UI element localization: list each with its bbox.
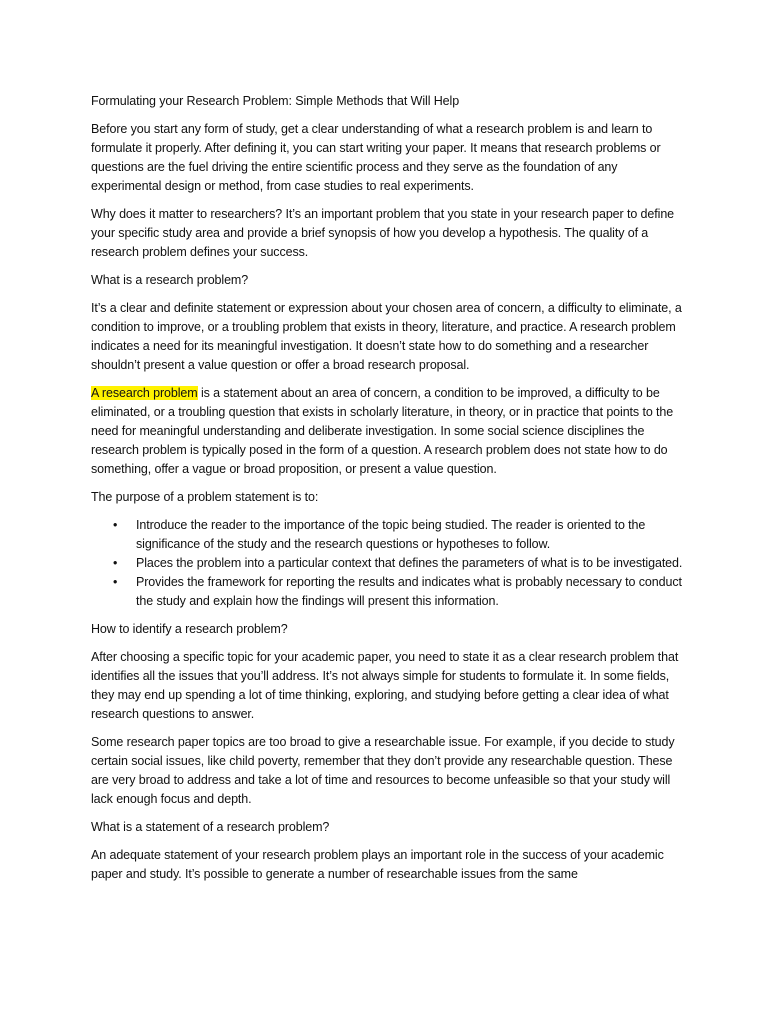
list-item-text: Places the problem into a particular context that defines the parameters of what is to be investigated. bbox=[136, 556, 683, 570]
heading-how-to-identify: How to identify a research problem? bbox=[91, 622, 288, 636]
list-item bbox=[91, 516, 683, 554]
identify-paragraph-2: Some research paper topics are too broad to give a researchable issue. For example, if you decide to study certain social issues, like child poverty, remember that they don’t provide any researchable question. These are very broad to address and take a lot of time and resources to become unfeasible so that your study will lack enough focus and depth. bbox=[91, 735, 675, 806]
list-item bbox=[91, 554, 683, 573]
definition-paragraph-2-text: is a statement about an area of concern, a condition to be improved, a difficulty to be eliminated, or a troubling question that exists in scholarly literature, in theory, or in practice that points to the need for meaningful understanding and deliberate investigation. In some social science disciplines the research problem is typically posed in the form of a question. A research problem does not state how to do something, offer a vague or broad proposition, or present a value question. bbox=[91, 386, 674, 476]
definition-paragraph-1: It’s a clear and definite statement or expression about your chosen area of concern, a difficulty to eliminate, a condition to improve, or a troubling problem that exists in theory, literature, and practice. A research problem indicates a need for its meaningful investigation. It doesn’t state how to do something and a researcher shouldn’t present a value question or offer a broad research proposal. bbox=[91, 301, 682, 372]
bullet-icon: • bbox=[113, 518, 118, 532]
list-item-text: Introduce the reader to the importance of the topic being studied. The reader is oriented to the significance of the study and the research questions or hypotheses to follow. bbox=[136, 518, 646, 551]
bullet-icon: • bbox=[113, 575, 118, 589]
statement-paragraph-1: An adequate statement of your research problem plays an important role in the success of your academic paper and study. It’s possible to generate a number of researchable issues from the same bbox=[91, 848, 664, 881]
definition-paragraph-2 bbox=[91, 384, 683, 479]
purpose-list bbox=[91, 516, 683, 611]
list-item-text: Provides the framework for reporting the results and indicates what is probably necessary to conduct the study and explain how the findings will present this information. bbox=[136, 575, 682, 608]
list-item bbox=[91, 573, 683, 611]
purpose-intro: The purpose of a problem statement is to: bbox=[91, 490, 319, 504]
bullet-icon: • bbox=[113, 556, 118, 570]
intro-paragraph-1: Before you start any form of study, get a clear understanding of what a research problem is and learn to formulate it properly. After defining it, you can start writing your paper. It means that research problems or questions are the fuel driving the entire scientific process and they serve as the foundation of any experimental design or method, from case studies to real experiments. bbox=[91, 122, 661, 193]
identify-paragraph-1: After choosing a specific topic for your academic paper, you need to state it as a clear research problem that identifies all the issues that you’ll address. It’s not always simple for students to formulate it. In some fields, they may end up spending a lot of time thinking, exploring, and studying before getting a clear idea of what research questions to answer. bbox=[91, 650, 679, 721]
document-page bbox=[91, 92, 683, 893]
intro-paragraph-2: Why does it matter to researchers? It’s an important problem that you state in your research paper to define your specific study area and provide a brief synopsis of how you develop a hypothesis. The quality of a research problem defines your success. bbox=[91, 207, 675, 259]
document-title: Formulating your Research Problem: Simple Methods that Will Help bbox=[91, 94, 460, 108]
heading-statement-of-problem: What is a statement of a research problem? bbox=[91, 820, 330, 834]
heading-what-is-research-problem: What is a research problem? bbox=[91, 273, 249, 287]
highlighted-term: A research problem bbox=[91, 386, 198, 400]
